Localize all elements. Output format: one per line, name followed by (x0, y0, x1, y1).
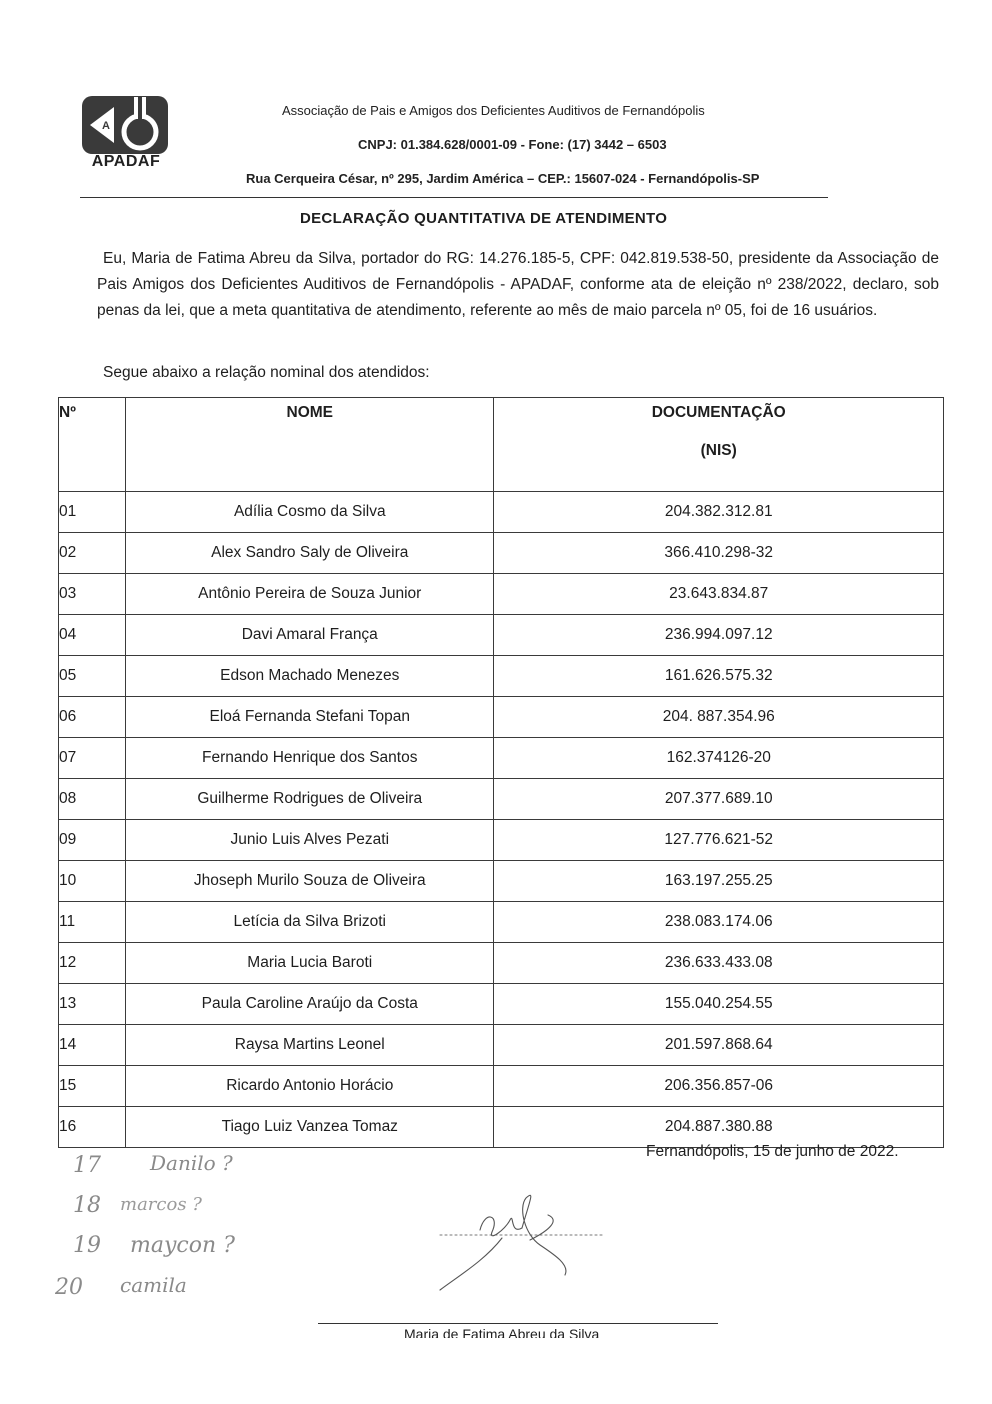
row-nis: 162.374126-20 (494, 738, 944, 779)
org-address: Rua Cerqueira César, nº 295, Jardim América – CEP.: 15607-024 - Fernandópolis-SP (246, 171, 760, 186)
header-num: Nº (59, 398, 126, 492)
declaration-paragraph: Eu, Maria de Fatima Abreu da Silva, portador do RG: 14.276.185-5, CPF: 042.819.538-50, presidente da Associação de Pais Amigos dos Deficientes Auditivos de Fernandópolis - APADAF, conforme ata de eleição nº 238/2022, declaro, sob penas da lei, que a meta quantitativa de atendimento, referente ao mês de maio parcela nº 05, foi de 16 usuários. (97, 250, 939, 319)
row-num: 04 (59, 615, 126, 656)
svg-text:camila: camila (120, 1273, 187, 1297)
row-num: 12 (59, 943, 126, 984)
table-row (59, 779, 944, 820)
svg-text:Danilo ?: Danilo ? (150, 1151, 233, 1175)
header-doc-subtitle: (NIS) (700, 442, 737, 459)
table-row (59, 943, 944, 984)
document-title: DECLARAÇÃO QUANTITATIVA DE ATENDIMENTO (300, 210, 668, 227)
signer-name: Maria de Fatima Abreu da Silva (404, 1326, 600, 1338)
row-name: Junio Luis Alves Pezati (126, 820, 494, 861)
table-row (59, 1025, 944, 1066)
handwritten-notes (55, 1148, 295, 1308)
row-nis: 155.040.254.55 (494, 984, 944, 1025)
svg-text:marcos ?: marcos ? (120, 1194, 202, 1215)
row-nis: 206.356.857-06 (494, 1066, 944, 1107)
signature-line (318, 1323, 718, 1324)
row-num: 02 (59, 533, 126, 574)
table-row (59, 533, 944, 574)
table-row (59, 656, 944, 697)
svg-text:A: A (102, 120, 110, 132)
svg-text:20: 20 (55, 1275, 83, 1300)
header-doc (494, 398, 944, 492)
org-cnpj-phone: CNPJ: 01.384.628/0001-09 - Fone: (17) 3442 – 6503 (358, 137, 667, 152)
table-row (59, 861, 944, 902)
row-num: 11 (59, 902, 126, 943)
row-name: Paula Caroline Araújo da Costa (126, 984, 494, 1025)
row-name: Guilherme Rodrigues de Oliveira (126, 779, 494, 820)
row-num: 09 (59, 820, 126, 861)
row-nis: 204. 887.354.96 (494, 697, 944, 738)
row-num: 10 (59, 861, 126, 902)
row-num: 13 (59, 984, 126, 1025)
org-name: Associação de Pais e Amigos dos Deficientes Auditivos de Fernandópolis (282, 103, 705, 118)
row-name: Jhoseph Murilo Souza de Oliveira (126, 861, 494, 902)
list-intro: Segue abaixo a relação nominal dos atendidos: (103, 364, 430, 381)
row-num: 14 (59, 1025, 126, 1066)
row-num: 03 (59, 574, 126, 615)
row-name: Ricardo Antonio Horácio (126, 1066, 494, 1107)
header-name: NOME (126, 398, 494, 492)
date-line: Fernandópolis, 15 de junho de 2022. (646, 1143, 899, 1160)
row-name: Eloá Fernanda Stefani Topan (126, 697, 494, 738)
row-num: 06 (59, 697, 126, 738)
row-nis: 207.377.689.10 (494, 779, 944, 820)
row-num: 16 (59, 1107, 126, 1148)
table-row (59, 820, 944, 861)
table-row (59, 902, 944, 943)
row-nis: 366.410.298-32 (494, 533, 944, 574)
row-name: Maria Lucia Baroti (126, 943, 494, 984)
table-row (59, 738, 944, 779)
signature-mark (430, 1190, 630, 1300)
svg-text:18: 18 (73, 1193, 101, 1218)
row-name: Raysa Martins Leonel (126, 1025, 494, 1066)
table-header-row (59, 398, 944, 492)
row-name: Letícia da Silva Brizoti (126, 902, 494, 943)
row-num: 15 (59, 1066, 126, 1107)
row-name: Fernando Henrique dos Santos (126, 738, 494, 779)
row-name: Tiago Luiz Vanzea Tomaz (126, 1107, 494, 1148)
row-nis: 201.597.868.64 (494, 1025, 944, 1066)
table-row (59, 615, 944, 656)
table-row (59, 492, 944, 533)
row-name: Alex Sandro Saly de Oliveira (126, 533, 494, 574)
row-num: 01 (59, 492, 126, 533)
row-num: 07 (59, 738, 126, 779)
row-nis: 127.776.621-52 (494, 820, 944, 861)
row-name: Davi Amaral França (126, 615, 494, 656)
header-doc-title: DOCUMENTAÇÃO (651, 404, 786, 421)
row-nis: 161.626.575.32 (494, 656, 944, 697)
table-body (59, 492, 944, 1148)
row-name: Antônio Pereira de Souza Junior (126, 574, 494, 615)
row-name: Adília Cosmo da Silva (126, 492, 494, 533)
svg-text:maycon ?: maycon ? (130, 1233, 235, 1258)
row-name: Edson Machado Menezes (126, 656, 494, 697)
table-row (59, 1107, 944, 1148)
table-row (59, 984, 944, 1025)
apadaf-logo-icon (80, 95, 172, 157)
row-nis: 238.083.174.06 (494, 902, 944, 943)
row-num: 08 (59, 779, 126, 820)
table-row (59, 697, 944, 738)
row-nis: 204.382.312.81 (494, 492, 944, 533)
table-row (59, 1066, 944, 1107)
apadaf-logo (80, 95, 172, 175)
attendees-table (58, 397, 944, 1148)
header-divider (80, 197, 828, 198)
row-nis: 204.887.380.88 (494, 1107, 944, 1148)
svg-text:17: 17 (73, 1153, 101, 1178)
row-num: 05 (59, 656, 126, 697)
row-nis: 236.633.433.08 (494, 943, 944, 984)
table-row (59, 574, 944, 615)
row-nis: 236.994.097.12 (494, 615, 944, 656)
logo-text: APADAF (91, 153, 161, 170)
row-nis: 163.197.255.25 (494, 861, 944, 902)
row-nis: 23.643.834.87 (494, 574, 944, 615)
svg-text:19: 19 (73, 1233, 101, 1258)
